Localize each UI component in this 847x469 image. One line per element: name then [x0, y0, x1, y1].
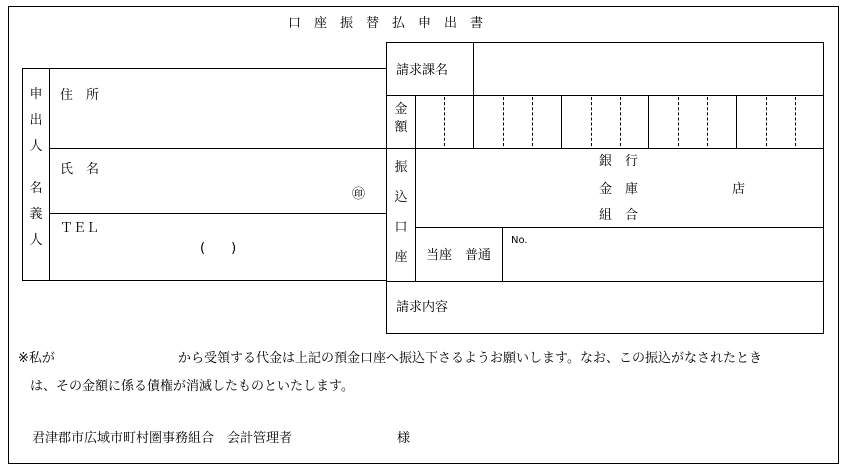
payer-name-field[interactable] [62, 347, 172, 367]
account-type-options[interactable]: 当座 普通 [426, 248, 492, 263]
billing-section-field[interactable] [476, 45, 821, 93]
amount-label: 金 額 [394, 102, 408, 135]
name-field[interactable] [52, 180, 342, 210]
form-title: 口 座 振 替 払 申 出 書 [288, 16, 484, 31]
name-bottom-line [49, 213, 387, 214]
tel-label: ＴＥＬ [60, 221, 100, 236]
tel-area-code-parens: ( ) [200, 241, 237, 256]
bank-bottom-line [415, 227, 824, 228]
bank-name-field[interactable] [418, 151, 593, 225]
addressee-honorific: 様 [397, 431, 411, 446]
account-number-field[interactable] [530, 231, 821, 278]
statement-prefix: ※私が [18, 351, 55, 366]
branch-name-field[interactable] [655, 151, 728, 225]
bank-kind-kumiai: 組 合 [599, 208, 639, 223]
section-name-bottom-line [386, 95, 824, 96]
request-content-field[interactable] [460, 285, 821, 331]
billing-section-label: 請求課名 [396, 63, 449, 78]
statement-line-2: は、その金額に係る債権が消滅したものといたします。 [30, 379, 354, 394]
addressee-org: 君津郡市広域市町村圏事務組合 会計管理者 [32, 431, 293, 446]
seal-mark: ㊞ [352, 187, 366, 202]
amount-bottom-line [386, 148, 824, 149]
branch-label: 店 [732, 182, 746, 197]
tel-field[interactable] [52, 238, 384, 278]
address-field[interactable] [52, 106, 384, 146]
account-number-label: No. [511, 235, 528, 246]
applicant-divider [49, 68, 50, 281]
label-column-divider [415, 95, 416, 281]
name-label: 氏 名 [60, 162, 100, 177]
bank-kind-bank: 銀 行 [599, 154, 639, 169]
account-type-divider [502, 227, 503, 281]
section-name-divider [473, 42, 474, 95]
transfer-account-side-label: 振 込 口 座 [394, 160, 408, 265]
statement-line-1: から受領する代金は上記の預金口座へ振込下さるようお願いします。なお、この振込がなされたとき [178, 351, 762, 366]
request-content-label: 請求内容 [396, 300, 449, 315]
address-bottom-line [49, 148, 387, 149]
applicant-side-label: 申 出 人 名 義 人 [29, 87, 43, 248]
amount-field[interactable] [418, 98, 821, 146]
address-label: 住 所 [60, 88, 100, 103]
bank-kind-shinkin: 金 庫 [599, 182, 639, 197]
account-bottom-line [386, 281, 824, 282]
